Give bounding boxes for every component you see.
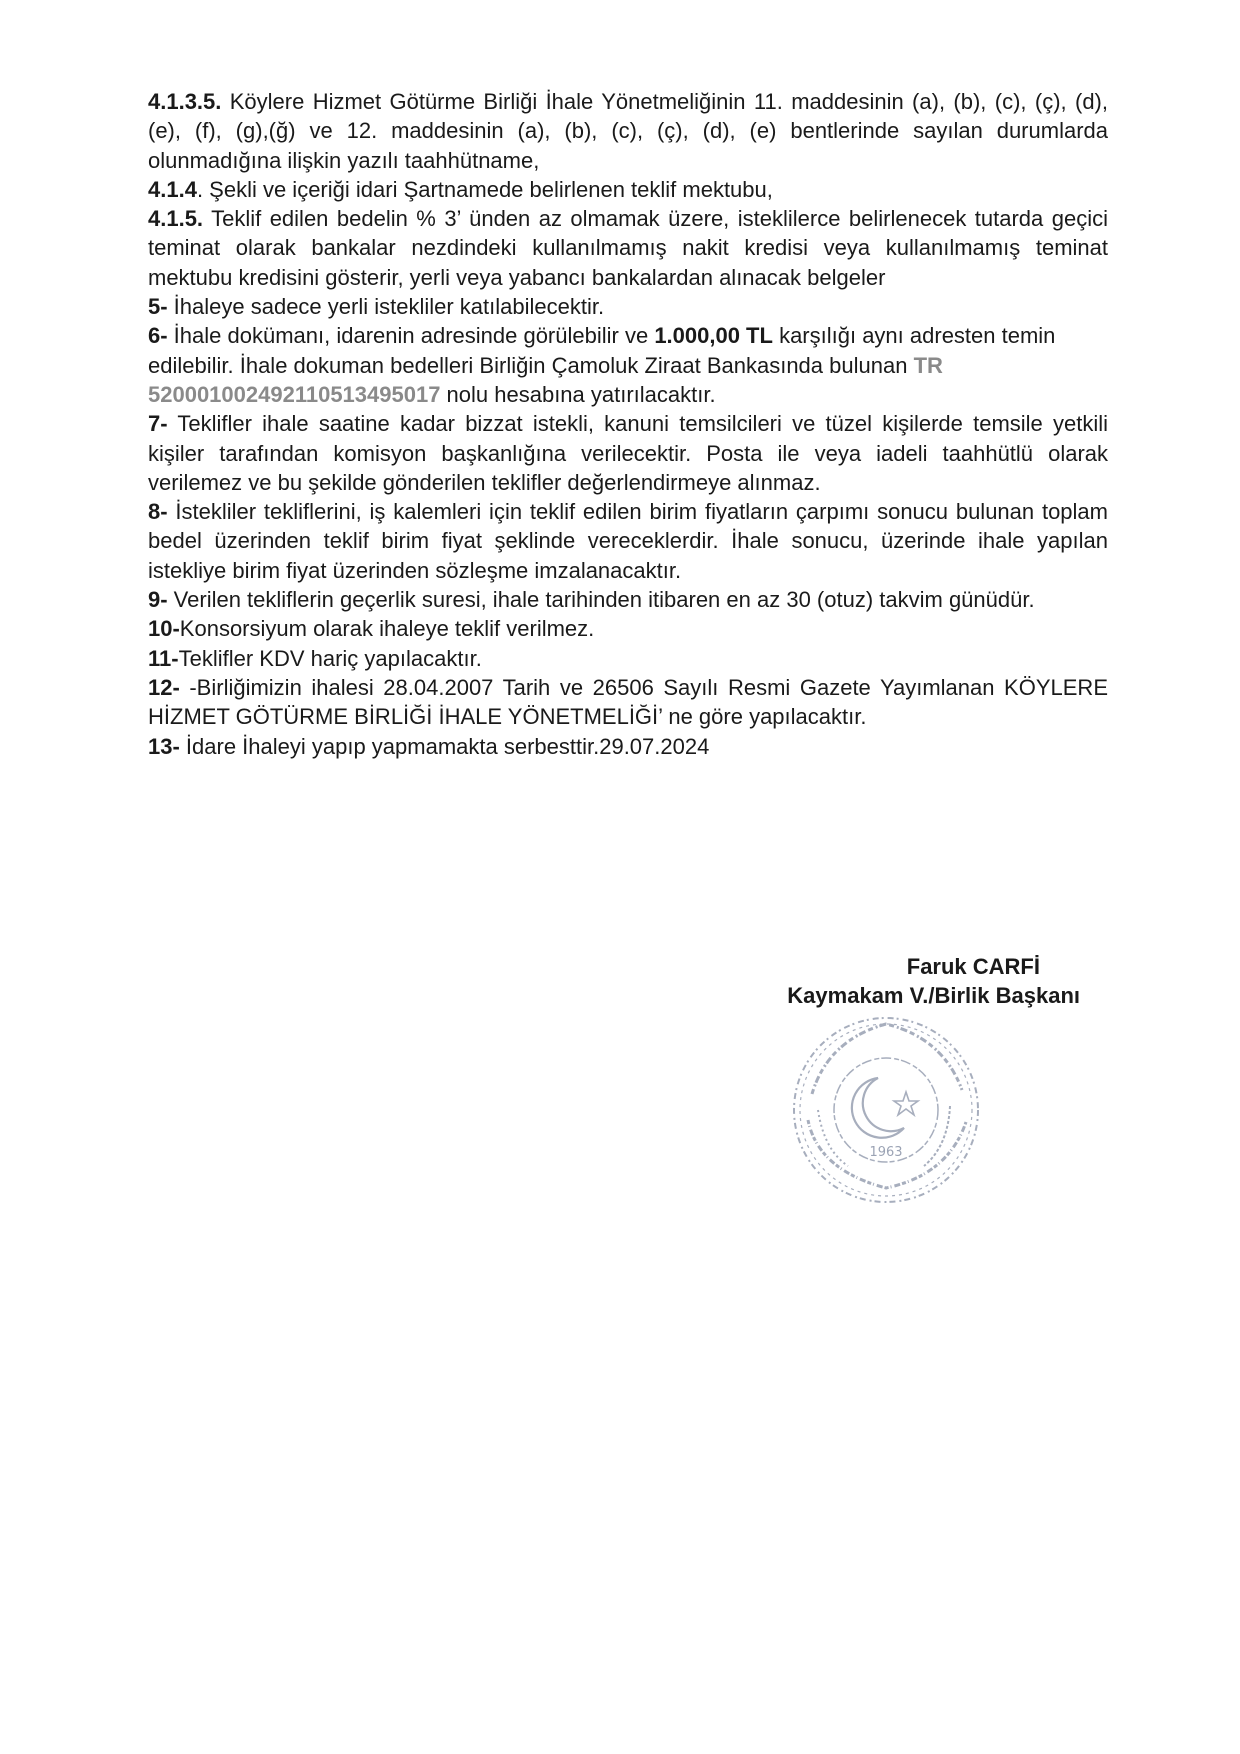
clause-text: -Birliğimizin ihalesi 28.04.2007 Tarih ve 26506 Sayılı Resmi Gazete Yayımlanan KÖYLERE HİZMET GÖTÜRME BİRLİĞİ İHALE YÖNETMELİĞİ’ ne göre yapılacaktır. <box>148 674 1108 730</box>
clause-9 <box>148 585 1108 614</box>
official-seal-stamp <box>778 1010 994 1210</box>
clause-text: . Şekli ve içeriği idari Şartnamede belirlenen teklif mektubu, <box>196 176 773 202</box>
clause-text: Teklif edilen bedelin % 3’ ünden az olmamak üzere, isteklilerce belirlenecek tutarda geçici teminat olarak bankalar nezdindeki kullanılmamış nakit kredisi veya kullanılmamış teminat mektubu kredisini gösterir, yerli veya yabancı bankalardan alınacak belgeler <box>148 206 1108 290</box>
clause-10 <box>148 614 1108 643</box>
clause-12 <box>148 673 1108 732</box>
clause-number: 8- <box>148 499 168 525</box>
clause-number: 12- <box>148 674 180 700</box>
clause-text: nolu hesabına yatırılacaktır. <box>440 381 716 407</box>
clause-number: 4.1.3.5. <box>148 89 222 114</box>
clause-4-1-3-5 <box>148 87 1108 175</box>
clause-number: 4.1.4 <box>148 176 197 202</box>
clause-number: 9- <box>148 587 168 613</box>
clause-number: 4.1.5. <box>148 206 204 232</box>
clause-number: 6- <box>148 323 168 349</box>
signatory-name: Faruk CARFİ <box>906 954 1040 979</box>
clause-number: 13- <box>148 733 180 759</box>
clause-13 <box>148 732 1108 761</box>
clause-11 <box>148 644 1108 673</box>
clause-text: İstekliler tekliflerini, iş kalemleri için teklif edilen birim fiyatların çarpımı sonucu bulunan toplam bedel üzerinden teklif birim fiyat şeklinde vereceklerdir. İhale sonucu, üzerinde ihale yapılan istekliye birim fiyat üzerinden sözleşme imzalanacaktır. <box>148 499 1108 583</box>
clause-8 <box>148 497 1108 585</box>
clause-7 <box>148 409 1108 497</box>
clause-text: Verilen tekliflerin geçerlik suresi, ihale tarihinden itibaren en az 30 (otuz) takvim günüdür. <box>167 587 1035 613</box>
clause-4-1-4 <box>148 175 1108 204</box>
clause-number: 10- <box>148 616 180 642</box>
clause-text: Teklifler KDV hariç yapılacaktır. <box>178 645 482 671</box>
seal-year: 1963 <box>869 1145 903 1160</box>
clause-4-1-5 <box>148 204 1108 292</box>
clause-text: karşılığı aynı adresten temin edilebilir. İhale dokuman bedelleri Birliğin Çamoluk Ziraat Bankasında bulunan <box>148 323 1056 378</box>
clause-number: 5- <box>148 294 168 320</box>
clause-number: 7- <box>148 411 168 437</box>
clause-text: Konsorsiyum olarak ihaleye teklif verilmez. <box>179 616 595 642</box>
signatory-title: Kaymakam V./Birlik Başkanı <box>787 983 1080 1008</box>
signature-block <box>700 952 1080 1010</box>
document-fee: 1.000,00 TL <box>654 323 773 349</box>
clause-6 <box>148 321 1108 409</box>
document-body <box>148 87 1108 761</box>
clause-text: İhaleye sadece yerli istekliler katılabilecektir. <box>167 294 605 320</box>
clause-text: Köylere Hizmet Götürme Birliği İhale Yönetmeliğinin 11. maddesinin (a), (b), (c), (ç), (d), (e), (f), (g),(ğ) ve 12. maddesinin (a), (b), (c), (ç), (d), (e) bentlerinde sayılan durumlarda olunmadığına ilişkin yazılı taahhütname, <box>148 89 1108 173</box>
clause-5 <box>148 292 1108 321</box>
clause-text: Teklifler ihale saatine kadar bizzat istekli, kanuni temsilcileri ve tüzel kişilerde temsile yetkili kişiler tarafından komisyon başkanlığına verilecektir. Posta ile veya iadeli taahhütlü olarak verilemez ve bu şekilde gönderilen teklifler değerlendirmeye alınmaz. <box>148 411 1108 495</box>
clause-number: 11- <box>148 645 179 671</box>
bank-iban: TR 520001002492110513495017 <box>148 352 943 407</box>
clause-text: İhale dokümanı, idarenin adresinde görülebilir ve <box>167 323 655 349</box>
clause-text: İdare İhaleyi yapıp yapmamakta serbesttir.29.07.2024 <box>179 733 710 759</box>
